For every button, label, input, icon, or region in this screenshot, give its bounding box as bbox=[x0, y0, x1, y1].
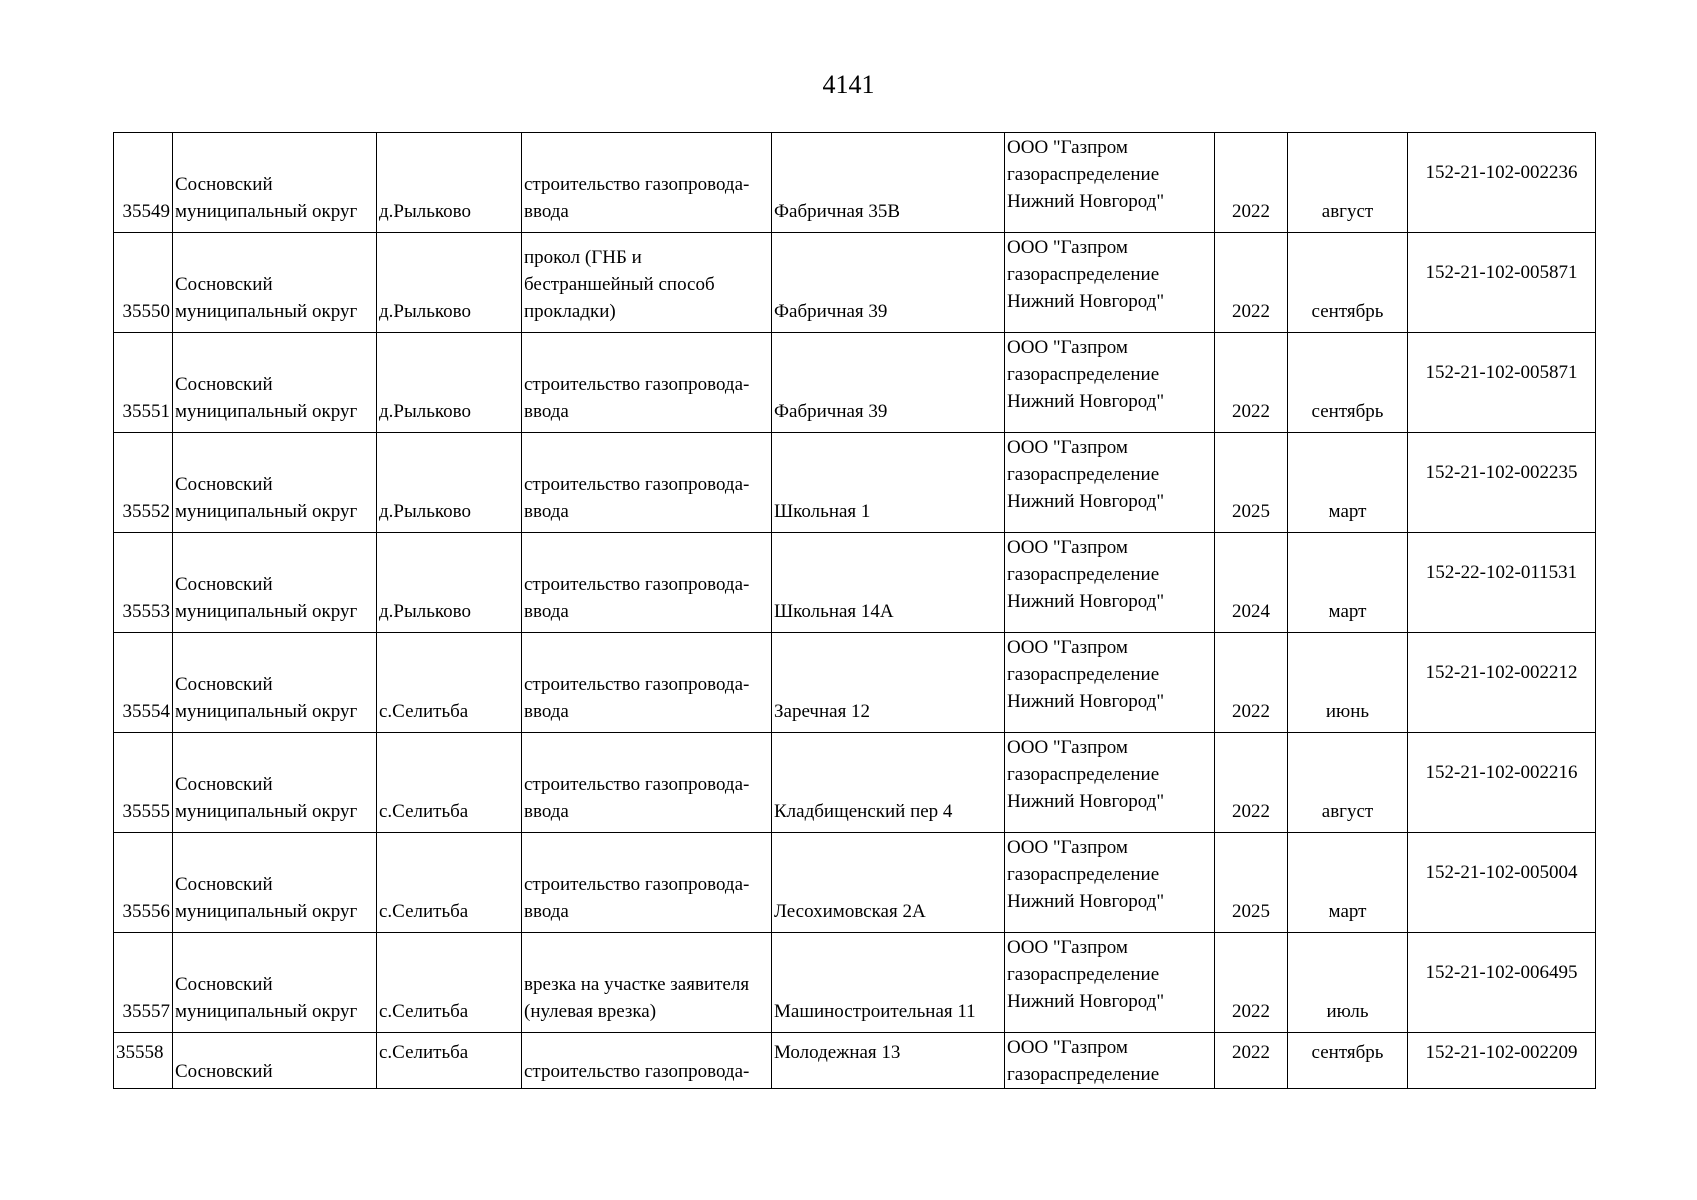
organization-cell: ООО "Газпром газораспределение Нижний Новгород" bbox=[1005, 733, 1215, 833]
page-number: 4141 bbox=[822, 70, 875, 99]
month-cell: март bbox=[1288, 833, 1408, 933]
code-cell: 152-21-102-002216 bbox=[1408, 733, 1596, 833]
organization-cell: ООО "Газпром газораспределение bbox=[1005, 1033, 1215, 1089]
table-row bbox=[114, 533, 1596, 633]
work-type-cell: строительство газопровода- ввода bbox=[522, 533, 772, 633]
settlement-cell: д.Рыльково bbox=[377, 533, 522, 633]
municipality-cell: Сосновский муниципальный округ bbox=[173, 333, 377, 433]
year-cell: 2022 bbox=[1215, 333, 1288, 433]
municipality-cell: Сосновский муниципальный округ bbox=[173, 933, 377, 1033]
row-number: 35550 bbox=[114, 233, 173, 333]
organization-cell: ООО "Газпром газораспределение Нижний Новгород" bbox=[1005, 133, 1215, 233]
month-cell: март bbox=[1288, 533, 1408, 633]
year-cell: 2022 bbox=[1215, 633, 1288, 733]
code-cell: 152-21-102-002212 bbox=[1408, 633, 1596, 733]
municipality-cell: Сосновский муниципальный округ bbox=[173, 233, 377, 333]
row-number: 35555 bbox=[114, 733, 173, 833]
month-cell: сентябрь bbox=[1288, 233, 1408, 333]
organization-cell: ООО "Газпром газораспределение Нижний Новгород" bbox=[1005, 533, 1215, 633]
settlement-cell: д.Рыльково bbox=[377, 333, 522, 433]
table-row bbox=[114, 833, 1596, 933]
settlement-cell: с.Селитьба bbox=[377, 633, 522, 733]
municipality-cell: Сосновский муниципальный округ bbox=[173, 533, 377, 633]
code-cell: 152-21-102-005004 bbox=[1408, 833, 1596, 933]
row-number: 35558 bbox=[114, 1033, 173, 1089]
address-cell: Заречная 12 bbox=[772, 633, 1005, 733]
year-cell: 2022 bbox=[1215, 133, 1288, 233]
organization-cell: ООО "Газпром газораспределение Нижний Новгород" bbox=[1005, 433, 1215, 533]
work-type-cell: строительство газопровода- ввода bbox=[522, 133, 772, 233]
year-cell: 2022 bbox=[1215, 733, 1288, 833]
code-cell: 152-21-102-005871 bbox=[1408, 333, 1596, 433]
gas-connection-table bbox=[113, 132, 1596, 1089]
row-number: 35554 bbox=[114, 633, 173, 733]
settlement-cell: с.Селитьба bbox=[377, 1033, 522, 1089]
address-cell: Фабричная 39 bbox=[772, 333, 1005, 433]
address-cell: Машиностроительная 11 bbox=[772, 933, 1005, 1033]
work-type-cell: строительство газопровода- ввода bbox=[522, 333, 772, 433]
municipality-cell: Сосновский bbox=[173, 1033, 377, 1089]
year-cell: 2022 bbox=[1215, 233, 1288, 333]
table-row bbox=[114, 333, 1596, 433]
year-cell: 2025 bbox=[1215, 433, 1288, 533]
code-cell: 152-21-102-002209 bbox=[1408, 1033, 1596, 1089]
municipality-cell: Сосновский муниципальный округ bbox=[173, 633, 377, 733]
settlement-cell: с.Селитьба bbox=[377, 933, 522, 1033]
address-cell: Школьная 1 bbox=[772, 433, 1005, 533]
municipality-cell: Сосновский муниципальный округ bbox=[173, 833, 377, 933]
work-type-cell: строительство газопровода- ввода bbox=[522, 433, 772, 533]
work-type-cell: прокол (ГНБ и бестраншейный способ прокладки) bbox=[522, 233, 772, 333]
organization-cell: ООО "Газпром газораспределение Нижний Новгород" bbox=[1005, 833, 1215, 933]
work-type-cell: строительство газопровода- bbox=[522, 1033, 772, 1089]
settlement-cell: д.Рыльково bbox=[377, 433, 522, 533]
month-cell: март bbox=[1288, 433, 1408, 533]
code-cell: 152-22-102-011531 bbox=[1408, 533, 1596, 633]
address-cell: Кладбищенский пер 4 bbox=[772, 733, 1005, 833]
table-row bbox=[114, 433, 1596, 533]
organization-cell: ООО "Газпром газораспределение Нижний Новгород" bbox=[1005, 333, 1215, 433]
organization-cell: ООО "Газпром газораспределение Нижний Новгород" bbox=[1005, 633, 1215, 733]
month-cell: сентябрь bbox=[1288, 333, 1408, 433]
row-number: 35551 bbox=[114, 333, 173, 433]
settlement-cell: д.Рыльково bbox=[377, 233, 522, 333]
municipality-cell: Сосновский муниципальный округ bbox=[173, 433, 377, 533]
address-cell: Фабричная 35В bbox=[772, 133, 1005, 233]
municipality-cell: Сосновский муниципальный округ bbox=[173, 733, 377, 833]
row-number: 35552 bbox=[114, 433, 173, 533]
table-row bbox=[114, 733, 1596, 833]
table-body bbox=[114, 133, 1596, 1089]
address-cell: Школьная 14А bbox=[772, 533, 1005, 633]
municipality-cell: Сосновский муниципальный округ bbox=[173, 133, 377, 233]
code-cell: 152-21-102-002235 bbox=[1408, 433, 1596, 533]
code-cell: 152-21-102-006495 bbox=[1408, 933, 1596, 1033]
row-number: 35549 bbox=[114, 133, 173, 233]
year-cell: 2024 bbox=[1215, 533, 1288, 633]
settlement-cell: д.Рыльково bbox=[377, 133, 522, 233]
code-cell: 152-21-102-002236 bbox=[1408, 133, 1596, 233]
work-type-cell: строительство газопровода- ввода bbox=[522, 733, 772, 833]
table-row bbox=[114, 133, 1596, 233]
organization-cell: ООО "Газпром газораспределение Нижний Новгород" bbox=[1005, 933, 1215, 1033]
address-cell: Лесохимовская 2А bbox=[772, 833, 1005, 933]
address-cell: Молодежная 13 bbox=[772, 1033, 1005, 1089]
code-cell: 152-21-102-005871 bbox=[1408, 233, 1596, 333]
row-number: 35553 bbox=[114, 533, 173, 633]
month-cell: сентябрь bbox=[1288, 1033, 1408, 1089]
year-cell: 2022 bbox=[1215, 933, 1288, 1033]
table-row bbox=[114, 633, 1596, 733]
month-cell: август bbox=[1288, 133, 1408, 233]
year-cell: 2022 bbox=[1215, 1033, 1288, 1089]
row-number: 35557 bbox=[114, 933, 173, 1033]
month-cell: август bbox=[1288, 733, 1408, 833]
address-cell: Фабричная 39 bbox=[772, 233, 1005, 333]
work-type-cell: врезка на участке заявителя (нулевая врезка) bbox=[522, 933, 772, 1033]
row-number: 35556 bbox=[114, 833, 173, 933]
work-type-cell: строительство газопровода- ввода bbox=[522, 833, 772, 933]
table-row bbox=[114, 233, 1596, 333]
table-row bbox=[114, 1033, 1596, 1089]
month-cell: июль bbox=[1288, 933, 1408, 1033]
settlement-cell: с.Селитьба bbox=[377, 833, 522, 933]
work-type-cell: строительство газопровода- ввода bbox=[522, 633, 772, 733]
year-cell: 2025 bbox=[1215, 833, 1288, 933]
settlement-cell: с.Селитьба bbox=[377, 733, 522, 833]
table-row bbox=[114, 933, 1596, 1033]
month-cell: июнь bbox=[1288, 633, 1408, 733]
organization-cell: ООО "Газпром газораспределение Нижний Новгород" bbox=[1005, 233, 1215, 333]
